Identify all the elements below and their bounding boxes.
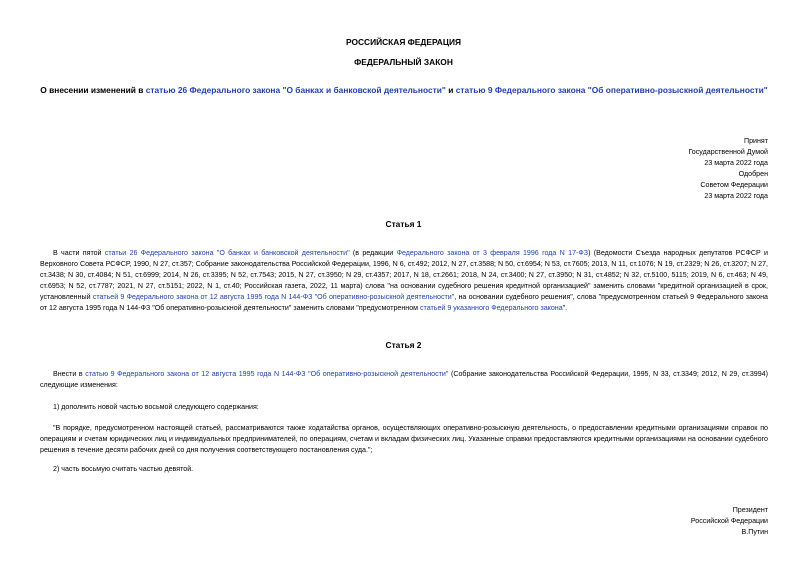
adoption-line-1: Принят: [743, 137, 768, 145]
title-prefix: О внесении изменений в: [40, 85, 146, 95]
signature-line-3: В.Путин: [741, 528, 768, 536]
article-2-heading: Статья 2: [385, 340, 422, 350]
adoption-line-6: 23 марта 2022 года: [704, 192, 768, 200]
adoption-line-4: Одобрен: [738, 170, 768, 178]
title-middle: и: [445, 85, 456, 95]
article-2-intro: [40, 369, 768, 391]
a1-link-article9[interactable]: статьей 9 указанного Федерального закона: [420, 304, 563, 312]
article-1-paragraph: [40, 248, 768, 314]
a1-link-17fz[interactable]: Федерального закона от 3 февраля 1996 года N 17-ФЗ: [396, 249, 589, 257]
signature-line-1: Президент: [732, 506, 768, 514]
a1-text-end: ".: [562, 304, 568, 312]
article-1-heading: Статья 1: [385, 219, 422, 229]
a1-text-mid1: (в редакции: [349, 249, 397, 257]
a1-text-mid3: , на основании судебного решения", слова "предусмотренном статьей 9 Федерального закона от 12 августа 1995 года N 144-ФЗ "Об оперативно-розыскной деятельности" заменить словами "предусмотренном: [40, 293, 768, 312]
a1-link-144fz[interactable]: статьей 9 Федерального закона от 12 августа 1995 года N 144-ФЗ "Об оперативно-розыскной деятельности": [92, 293, 455, 301]
a1-text-mid2: ) (Ведомости Съезда народных депутатов РСФСР и Верховного Совета РСФСР, 1990, N 27, ст.357; Собрание законодательства Российской Федерации, 1996, N 6, ст.492; 2012, N 27, ст.3588; N 50, ст.6954; N 53, ст.7605; 2013, N 11, ст.1076; N 19, ст.2329; N 26, ст.3207; N 27, ст.3438; N 30, ст.4084; N 51, ст.6999; 2014, N 26, ст.3395; N 52, ст.7543; 2015, N 27, ст.3950; N 29, ст.4357; 2017, N 18, ст.2661; 2018, N 24, ст.3400; N 27, ст.3950; N 31, ст.4852; N 32, ст.5100, 5115; 2019, N 6, ст.463; N 49, ст.6953; N 52, ст.7787; 2021, N 27, ст.5151; 2022, N 1, ст.40; Российская газета, 2022, 11 марта) слова "на основании судебного решения кредитной организацией" заменить словами "кредитной организацией в срок, установленный: [40, 249, 768, 301]
adoption-line-2: Государственной Думой: [688, 148, 768, 156]
article-2-item-1: 1) дополнить новой частью восьмой следующего содержания:: [53, 403, 259, 411]
article-2-quote: "В порядке, предусмотренном настоящей статьей, рассматриваются также ходатайства органов, осуществляющих оперативно-розыскную деятельность, о предоставлении кредитными организациями справок по операциям и счетам юридических лиц и индивидуальных предпринимателей, по операциям, счетам и вкладам физических лиц. Указанные справки предоставляются кредитными организациями на основании судебного решения в течение десяти рабочих дней со дня получения соответствующего постановления суда.";: [40, 424, 768, 454]
title-link-banks-law[interactable]: статью 26 Федерального закона "О банках и банковской деятельности": [145, 85, 446, 95]
adoption-line-5: Советом Федерации: [700, 181, 768, 189]
title-link-ord-law[interactable]: статью 9 Федерального закона "Об оперативно-розыскной деятельности": [455, 85, 768, 95]
a2-text-start: Внести в: [53, 370, 86, 378]
signature-line-2: Российской Федерации: [690, 517, 768, 525]
adoption-line-3: 23 марта 2022 года: [704, 159, 768, 167]
a2-link-article9[interactable]: статью 9 Федерального закона от 12 августа 1995 года N 144-ФЗ "Об оперативно-розыскной деятельности": [85, 370, 449, 378]
a2-text-end: (Собрание законодательства Российской Федерации, 1995, N 33, ст.3349; 2012, N 29, ст.3994) следующие изменения:: [40, 370, 768, 389]
law-type-heading: ФЕДЕРАЛЬНЫЙ ЗАКОН: [354, 57, 453, 67]
a1-text-start: В части пятой: [53, 249, 105, 257]
article-2-item-2: 2) часть восьмую считать частью девятой.: [53, 465, 194, 473]
law-title: [40, 85, 768, 96]
adoption-block: [688, 136, 768, 202]
a1-link-article26[interactable]: статьи 26 Федерального закона "О банках и банковской деятельности": [104, 249, 350, 257]
signature-block: [691, 505, 768, 538]
country-heading: РОССИЙСКАЯ ФЕДЕРАЦИЯ: [345, 37, 462, 47]
